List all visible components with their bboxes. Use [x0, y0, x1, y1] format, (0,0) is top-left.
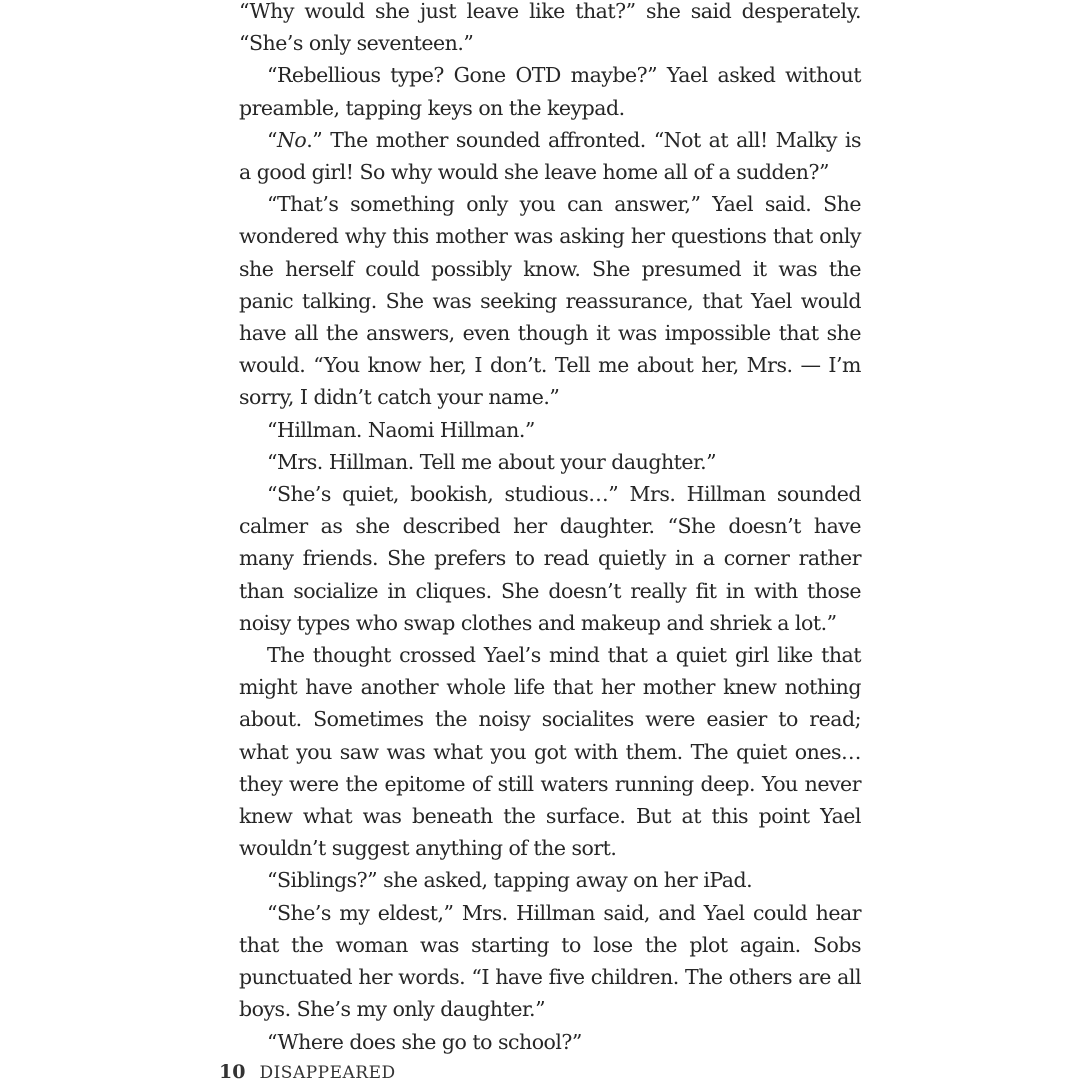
paragraph-9: “Siblings?” she asked, tapping away on her iPad.	[267, 868, 753, 893]
open-quote: “	[267, 127, 277, 152]
paragraph-2: “Rebellious type? Gone OTD maybe?” Yael asked without preamble, tapping keys on the keypad.	[239, 63, 861, 120]
paragraph-7: “She’s quiet, bookish, studious…” Mrs. Hillman sounded calmer as she described her daughter. “She doesn’t have many friends. She prefers to read quietly in a corner rather than socialize in cliques. She doesn’t really fit in with those noisy types who swap clothes and makeup and shriek a lot.”	[239, 482, 861, 635]
paragraph-3-rest: .” The mother sounded affronted. “Not at all! Malky is a good girl! So why would she leave home all of a sudden?”	[239, 127, 861, 185]
paragraph-6: “Mrs. Hillman. Tell me about your daughter.”	[267, 449, 717, 474]
running-title: DISAPPEARED	[259, 1063, 396, 1083]
paragraph-11: “Where does she go to school?”	[267, 1029, 582, 1054]
page-footer	[219, 1060, 396, 1085]
page-number: 10	[219, 1061, 246, 1083]
italic-word: No	[276, 127, 307, 152]
paragraph-1: “Why would she just leave like that?” she said desperately. “She’s only seventeen.”	[239, 0, 861, 56]
paragraph-10: “She’s my eldest,” Mrs. Hillman said, and Yael could hear that the woman was starting to lose the plot again. Sobs punctuated her words. “I have five children. The others are all boys. She’s my only daughter.”	[239, 900, 861, 1022]
paragraph-5: “Hillman. Naomi Hillman.”	[267, 417, 535, 442]
paragraph-4: “That’s something only you can answer,” Yael said. She wondered why this mother was asking her questions that only she herself could possibly know. She presumed it was the panic talking. She was seeking reassurance, that Yael would have all the answers, even though it was impossible that she would. “You know her, I don’t. Tell me about her, Mrs. — I’m sorry, I didn’t catch your name.”	[239, 192, 861, 410]
paragraph-3	[239, 124, 861, 188]
body-text	[239, 0, 861, 1058]
paragraph-8: The thought crossed Yael’s mind that a quiet girl like that might have another whole life that her mother knew nothing about. Sometimes the noisy socialites were easier to read; what you saw was what you got with them. The quiet ones…they were the epitome of still waters running deep. You never knew what was beneath the surface. But at this point Yael wouldn’t suggest anything of the sort.	[239, 643, 861, 861]
